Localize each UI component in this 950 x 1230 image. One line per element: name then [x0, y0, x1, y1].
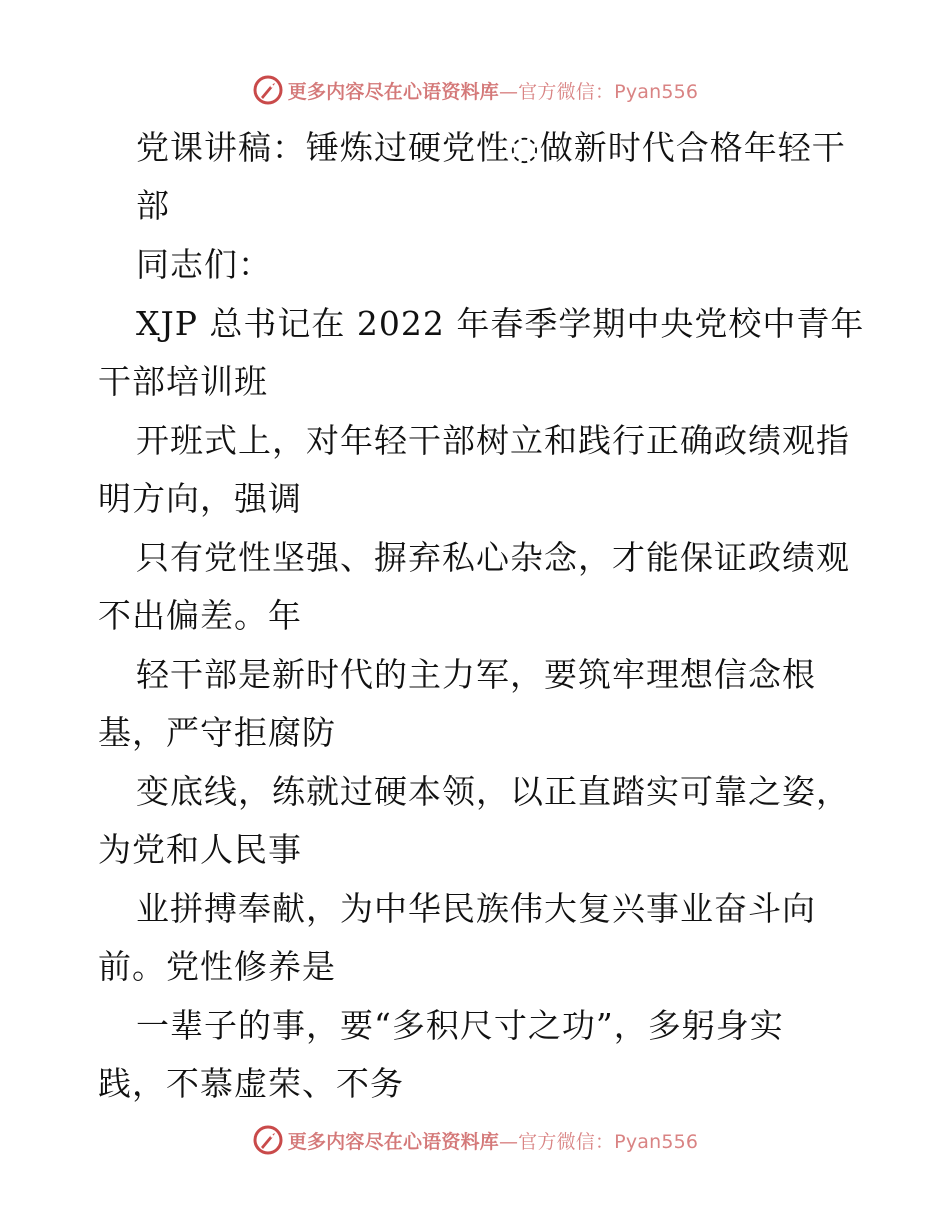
document-title-line-2: 部: [136, 186, 170, 225]
pen-nib-circle-icon: [252, 1124, 284, 1156]
body-line: 为党和人民事: [98, 830, 302, 869]
body-line: 开班式上，对年轻干部树立和践行正确政绩观指: [136, 421, 850, 460]
header-banner-contact: 官方微信：Pyan556: [518, 80, 699, 103]
footer-banner-contact: 官方微信：Pyan556: [518, 1130, 699, 1153]
footer-banner-separator: —: [498, 1130, 519, 1153]
body-line: 轻干部是新时代的主力军，要筑牢理想信念根: [136, 655, 816, 694]
body-line: 基，严守拒腐防: [98, 713, 336, 752]
header-banner-text: [288, 77, 698, 104]
footer-banner-text: [288, 1127, 698, 1154]
body-line: 干部培训班: [98, 362, 268, 401]
body-line: 前。党性修养是: [98, 947, 336, 986]
header-banner-brand: 更多内容尽在心语资料库: [287, 80, 499, 103]
body-line: 践，不慕虚荣、不务: [98, 1064, 404, 1103]
pen-nib-circle-icon: [252, 74, 284, 106]
greeting: 同志们：: [136, 245, 272, 284]
body-line: 不出偏差。年: [98, 596, 302, 635]
header-banner-separator: —: [498, 80, 519, 103]
body-line: 一辈子的事，要“多积尺寸之功”，多躬身实: [136, 1006, 784, 1045]
footer-watermark-banner: [0, 1120, 950, 1160]
document-title-line-1: 党课讲稿：锤炼过硬党性◌做新时代合格年轻干: [136, 128, 846, 167]
body-line: 变底线，练就过硬本领，以正直踏实可靠之姿，: [136, 772, 850, 811]
body-line: XJP 总书记在 2022 年春季学期中央党校中青年: [136, 304, 865, 343]
body-line: 明方向，强调: [98, 479, 302, 518]
body-line: 只有党性坚强、摒弃私心杂念，才能保证政绩观: [136, 538, 850, 577]
header-watermark-banner: [0, 70, 950, 110]
body-line: 业拼搏奉献，为中华民族伟大复兴事业奋斗向: [136, 889, 816, 928]
footer-banner-brand: 更多内容尽在心语资料库: [287, 1130, 499, 1153]
